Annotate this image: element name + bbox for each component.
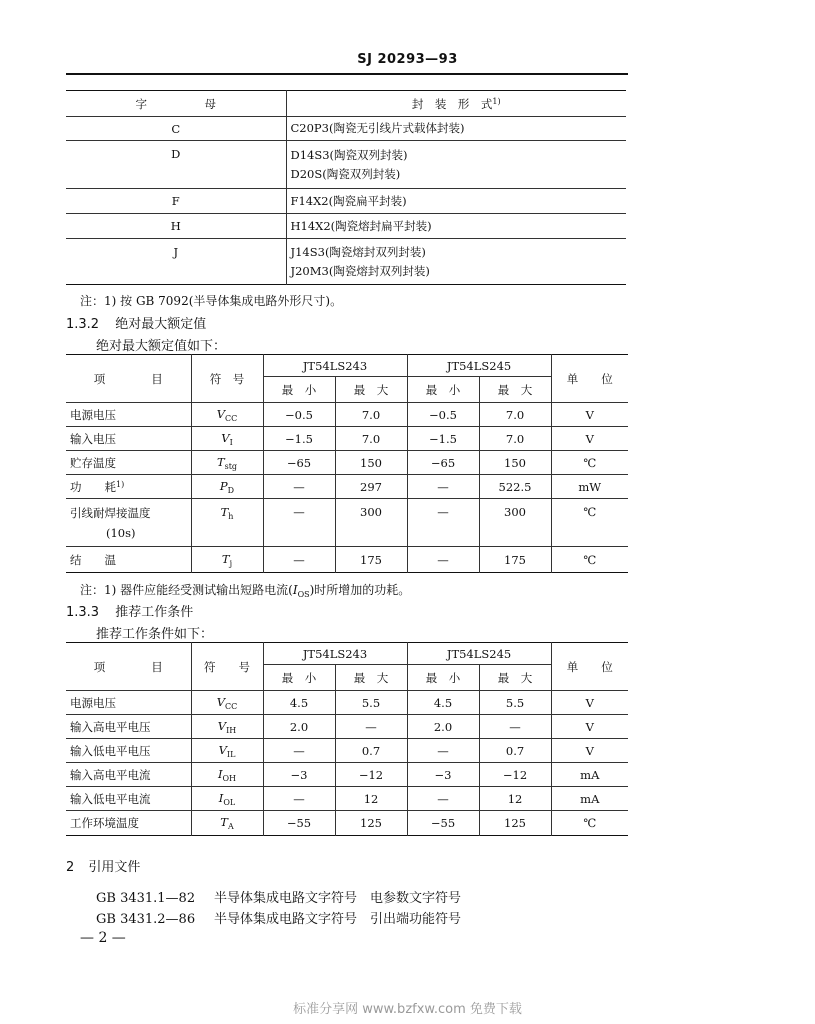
table-row (66, 811, 628, 836)
note-symbol-sub: OS (297, 590, 310, 599)
abs-note (80, 581, 410, 599)
watermark-footer: 标准分享网 www.bzfxw.com 免费下载 (293, 1002, 522, 1017)
recommended-conditions-table (66, 642, 628, 836)
table-header-row (66, 355, 628, 377)
value-cell: 0.7 (335, 739, 407, 763)
note-mark: 1) (492, 96, 501, 106)
col-symbol-header: 符 号 (191, 643, 263, 691)
value-cell: — (407, 787, 479, 811)
unit-cell: mW (551, 475, 628, 499)
value-cell: −3 (263, 763, 335, 787)
value-cell: −1.5 (407, 427, 479, 451)
note-text: )时所增加的功耗。 (309, 583, 411, 597)
value-cell: −0.5 (263, 403, 335, 427)
symbol: V (216, 694, 226, 709)
value-cell: 7.0 (479, 427, 551, 451)
symbol: V (218, 742, 227, 757)
item-cell: 电源电压 (66, 403, 191, 427)
symbol-cell (191, 691, 263, 715)
device-b-header: JT54LS245 (407, 643, 551, 665)
col-item-header: 项 目 (66, 643, 191, 691)
item-cell: 输入低电平电流 (66, 787, 191, 811)
table-header-row (66, 643, 628, 665)
symbol: T (220, 815, 228, 829)
symbol-cell (191, 787, 263, 811)
section-heading-refs (66, 856, 140, 875)
symbol: P (219, 478, 228, 493)
symbol-sub: A (227, 822, 234, 831)
value-cell: — (335, 715, 407, 739)
symbol-sub: j (229, 558, 233, 568)
symbol-sub: stg (224, 461, 238, 471)
min-header: 最 小 (407, 377, 479, 403)
value-cell: 7.0 (335, 427, 407, 451)
letter-cell: J (66, 239, 286, 285)
form-cell (286, 117, 626, 141)
table-row (66, 451, 628, 475)
reference-title: 半导体集成电路文字符号 引出端功能符号 (214, 912, 462, 927)
unit-cell: ℃ (551, 451, 628, 475)
value-cell: −3 (407, 763, 479, 787)
value-cell: 12 (335, 787, 407, 811)
value-cell: 125 (479, 811, 551, 836)
note-text: 注：1) 器件应能经受测试输出短路电流( (80, 583, 293, 597)
table-row (66, 239, 626, 285)
section-intro: 推荐工作条件如下： (96, 627, 214, 642)
value-cell: — (407, 739, 479, 763)
symbol-sub: I (229, 437, 233, 447)
value-cell: −55 (407, 811, 479, 836)
item-cell: 输入高电平电压 (66, 715, 191, 739)
package-table (66, 90, 626, 285)
symbol-sub: IH (226, 725, 237, 735)
max-header: 最 大 (479, 377, 551, 403)
section-title: 引用文件 (88, 860, 141, 875)
symbol-cell (191, 547, 263, 573)
letter-cell: C (66, 117, 286, 141)
unit-cell: ℃ (551, 547, 628, 573)
unit-cell: V (551, 403, 628, 427)
form-text: C20P3(陶瓷无引线片式载体封装) (290, 121, 465, 135)
col-unit-header: 单 位 (551, 355, 628, 403)
max-header: 最 大 (335, 377, 407, 403)
symbol-sub: CC (225, 701, 238, 711)
document-number: SJ 20293—93 (357, 52, 458, 67)
package-table-header (66, 91, 626, 117)
form-text: D20S(陶瓷双列封装) (290, 166, 401, 181)
col-item-header: 项 目 (66, 355, 191, 403)
value-cell: 5.5 (479, 691, 551, 715)
item-cell: 贮存温度 (66, 451, 191, 475)
form-text: D14S3(陶瓷双列封装) (290, 147, 408, 162)
item-cell: 结 温 (66, 547, 191, 573)
symbol-cell (191, 811, 263, 836)
table-row (66, 547, 628, 573)
section-title: 绝对最大额定值 (115, 317, 207, 332)
unit-cell: V (551, 739, 628, 763)
table-row (66, 787, 628, 811)
symbol-sub: OL (223, 797, 236, 807)
col-symbol-header: 符 号 (191, 355, 263, 403)
header-rule (66, 73, 628, 75)
unit-cell: V (551, 691, 628, 715)
value-cell: 7.0 (479, 403, 551, 427)
abs-max-table (66, 354, 628, 573)
table-row (66, 189, 626, 214)
section-heading-abs (66, 313, 206, 332)
unit-cell: V (551, 427, 628, 451)
reference-title: 半导体集成电路文字符号 电参数文字符号 (214, 891, 462, 906)
item-cell: 工作环境温度 (66, 811, 191, 836)
symbol: V (216, 406, 226, 421)
section-intro: 绝对最大额定值如下： (96, 339, 227, 354)
value-cell: 300 (479, 499, 551, 547)
value-cell: 5.5 (335, 691, 407, 715)
symbol: T (216, 454, 225, 469)
value-cell: 12 (479, 787, 551, 811)
value-cell: −65 (263, 451, 335, 475)
table-row (66, 739, 628, 763)
symbol-sub: CC (225, 413, 238, 423)
item-text: 功 耗 (70, 479, 116, 494)
unit-cell: V (551, 715, 628, 739)
item-cell: 输入低电平电压 (66, 739, 191, 763)
letter-cell: H (66, 214, 286, 239)
symbol-sub: OH (222, 773, 237, 783)
value-cell: 4.5 (263, 691, 335, 715)
symbol: I (218, 790, 224, 805)
item-cell: 电源电压 (66, 691, 191, 715)
value-cell: — (479, 715, 551, 739)
symbol-cell (191, 739, 263, 763)
section-number: 1.3.2 (66, 317, 100, 332)
package-note: 注：1) 按 GB 7092(半导体集成电路外形尺寸)。 (80, 294, 343, 308)
value-cell: 125 (335, 811, 407, 836)
table-row (66, 499, 628, 547)
note-symbol: I (292, 583, 298, 597)
form-text: F14X2(陶瓷扁平封装) (290, 193, 407, 208)
table-row (66, 403, 628, 427)
table-row (66, 715, 628, 739)
form-cell (286, 141, 626, 189)
item-cell: 输入电压 (66, 427, 191, 451)
value-cell: 175 (479, 547, 551, 573)
table-row (66, 214, 626, 239)
section-title: 推荐工作条件 (115, 605, 194, 620)
value-cell: — (263, 547, 335, 573)
note-mark: 1) (116, 479, 125, 489)
section-number: 1.3.3 (66, 605, 100, 620)
min-header: 最 小 (263, 377, 335, 403)
max-header: 最 大 (335, 665, 407, 691)
unit-cell: ℃ (551, 811, 628, 836)
form-cell (286, 239, 626, 285)
symbol: I (217, 766, 223, 781)
col-form-header (286, 91, 626, 117)
symbol-cell (191, 499, 263, 547)
symbol-cell (191, 715, 263, 739)
device-a-header: JT54LS243 (263, 355, 407, 377)
device-b-header: JT54LS245 (407, 355, 551, 377)
symbol: V (217, 718, 227, 733)
value-cell: 150 (335, 451, 407, 475)
value-cell: −55 (263, 811, 335, 836)
value-cell: 175 (335, 547, 407, 573)
value-cell: 150 (479, 451, 551, 475)
table-row (66, 691, 628, 715)
symbol: T (221, 551, 230, 566)
value-cell: — (407, 499, 479, 547)
unit-cell: ℃ (551, 499, 628, 547)
symbol: T (220, 505, 229, 519)
reference-code: GB 3431.2—86 (96, 912, 196, 927)
reference-item (96, 908, 461, 927)
symbol-cell (191, 403, 263, 427)
value-cell: 522.5 (479, 475, 551, 499)
value-cell: — (263, 739, 335, 763)
form-cell (286, 189, 626, 214)
symbol-cell (191, 451, 263, 475)
table-row (66, 475, 628, 499)
min-header: 最 小 (407, 665, 479, 691)
item-cell (66, 475, 191, 499)
value-cell: — (407, 475, 479, 499)
letter-cell: F (66, 189, 286, 214)
symbol-sub: h (228, 512, 234, 521)
unit-cell: mA (551, 787, 628, 811)
value-cell: −1.5 (263, 427, 335, 451)
value-cell: 2.0 (263, 715, 335, 739)
value-cell: 2.0 (407, 715, 479, 739)
symbol-sub: IL (226, 749, 236, 759)
col-letter-header: 字 母 (66, 91, 286, 117)
device-a-header: JT54LS243 (263, 643, 407, 665)
value-cell: 7.0 (335, 403, 407, 427)
symbol-cell (191, 427, 263, 451)
table-row (66, 427, 628, 451)
item-cell (66, 499, 191, 547)
value-cell: 0.7 (479, 739, 551, 763)
value-cell: −65 (407, 451, 479, 475)
value-cell: −12 (335, 763, 407, 787)
symbol-cell (191, 763, 263, 787)
table-row (66, 141, 626, 189)
min-header: 最 小 (263, 665, 335, 691)
section-heading-rec (66, 601, 193, 620)
value-cell: −0.5 (407, 403, 479, 427)
item-text: 引线耐焊接温度 (70, 505, 151, 520)
reference-item (96, 887, 461, 906)
max-header: 最 大 (479, 665, 551, 691)
item-text-line2: (10s) (106, 525, 136, 540)
symbol: V (221, 430, 230, 445)
symbol-sub: D (227, 485, 235, 495)
value-cell: — (407, 547, 479, 573)
value-cell: — (263, 787, 335, 811)
item-cell: 输入高电平电流 (66, 763, 191, 787)
form-text: H14X2(陶瓷熔封扁平封装) (290, 218, 432, 233)
form-text: J20M3(陶瓷熔封双列封装) (290, 263, 430, 278)
col-form-header-text: 封 装 形 式 (411, 96, 493, 111)
col-unit-header: 单 位 (551, 643, 628, 691)
page-number: — 2 — (80, 930, 126, 946)
table-row (66, 117, 626, 141)
symbol-cell (191, 475, 263, 499)
section-number: 2 (66, 860, 75, 875)
unit-cell: mA (551, 763, 628, 787)
value-cell: 300 (335, 499, 407, 547)
value-cell: −12 (479, 763, 551, 787)
value-cell: — (263, 499, 335, 547)
form-cell (286, 214, 626, 239)
value-cell: — (263, 475, 335, 499)
form-text: J14S3(陶瓷熔封双列封装) (290, 244, 426, 259)
table-row (66, 763, 628, 787)
letter-cell: D (66, 141, 286, 189)
reference-code: GB 3431.1—82 (96, 891, 196, 906)
value-cell: 4.5 (407, 691, 479, 715)
value-cell: 297 (335, 475, 407, 499)
